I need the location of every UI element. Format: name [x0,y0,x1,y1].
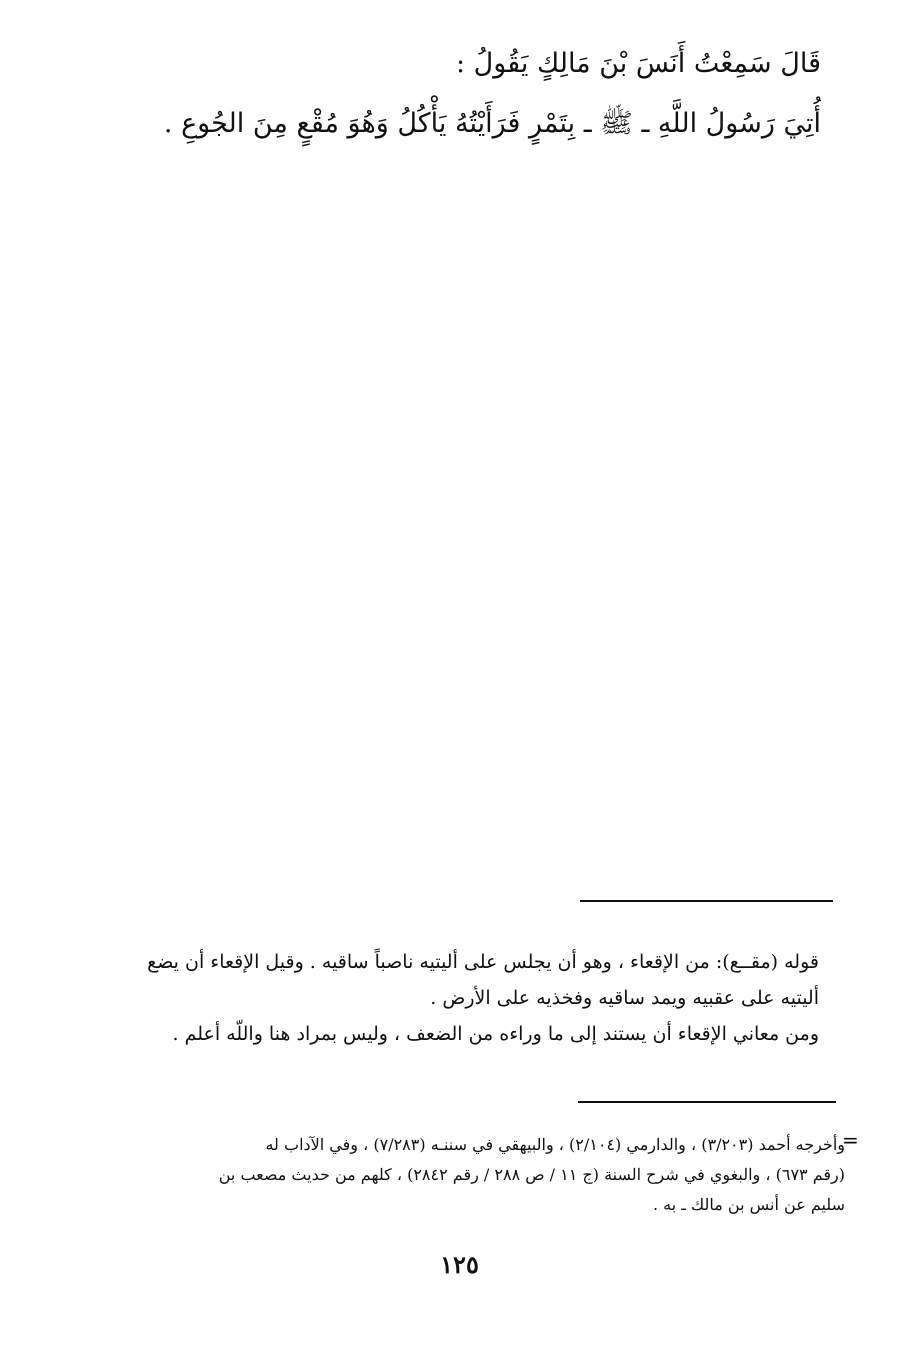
footnote-separator-rule [578,1101,836,1103]
hadith-line-1: قَالَ سَمِعْتُ أَنَسَ بْنَ مَالِكٍ يَقُولُ : [455,48,821,79]
footnote-continuation-marker: = [842,1128,859,1152]
footnote-line-2: (رقم ٦٧٣) ، والبغوي في شرح السنة (ج ١١ / ص ٢٨٨ / رقم ٢٨٤٢) ، كلهم من حديث مصعب بن [218,1165,845,1184]
footnote [95,1130,845,1220]
hadith-text [101,34,821,154]
note-line-1: قوله (مقــع): من الإقعاء ، وهو أن يجلس على أليتيه ناصباً ساقيه . وقيل الإقعاء أن يضع [147,951,819,973]
footnote-line-1: وأخرجه أحمد (٣/٢٠٣) ، والدارمي (٢/١٠٤) ، والبيهقي في سننـه (٧/٢٨٣) ، وفي الآداب له [265,1135,845,1154]
explanatory-note [99,944,819,1052]
hadith-line-2: أُتِيَ رَسُولُ اللَّهِ ـ ﷺ ـ بِتَمْرٍ فَرَأَيْتُهُ يَأْكُلُ وَهُوَ مُقْعٍ مِنَ الجُوعِ . [163,108,821,139]
note-line-3: ومن معاني الإقعاء أن يستند إلى ما وراءه من الضعف ، وليس بمراد هنا واللّه أعلم . [172,1023,819,1045]
footnote-line-3: سليم عن أنس بن مالك ـ به . [652,1195,845,1214]
page-number: ١٢٥ [440,1250,479,1279]
note-separator-rule [580,900,833,902]
note-line-2: أليتيه على عقبيه ويمد ساقيه وفخذيه على الأرض . [430,987,819,1009]
